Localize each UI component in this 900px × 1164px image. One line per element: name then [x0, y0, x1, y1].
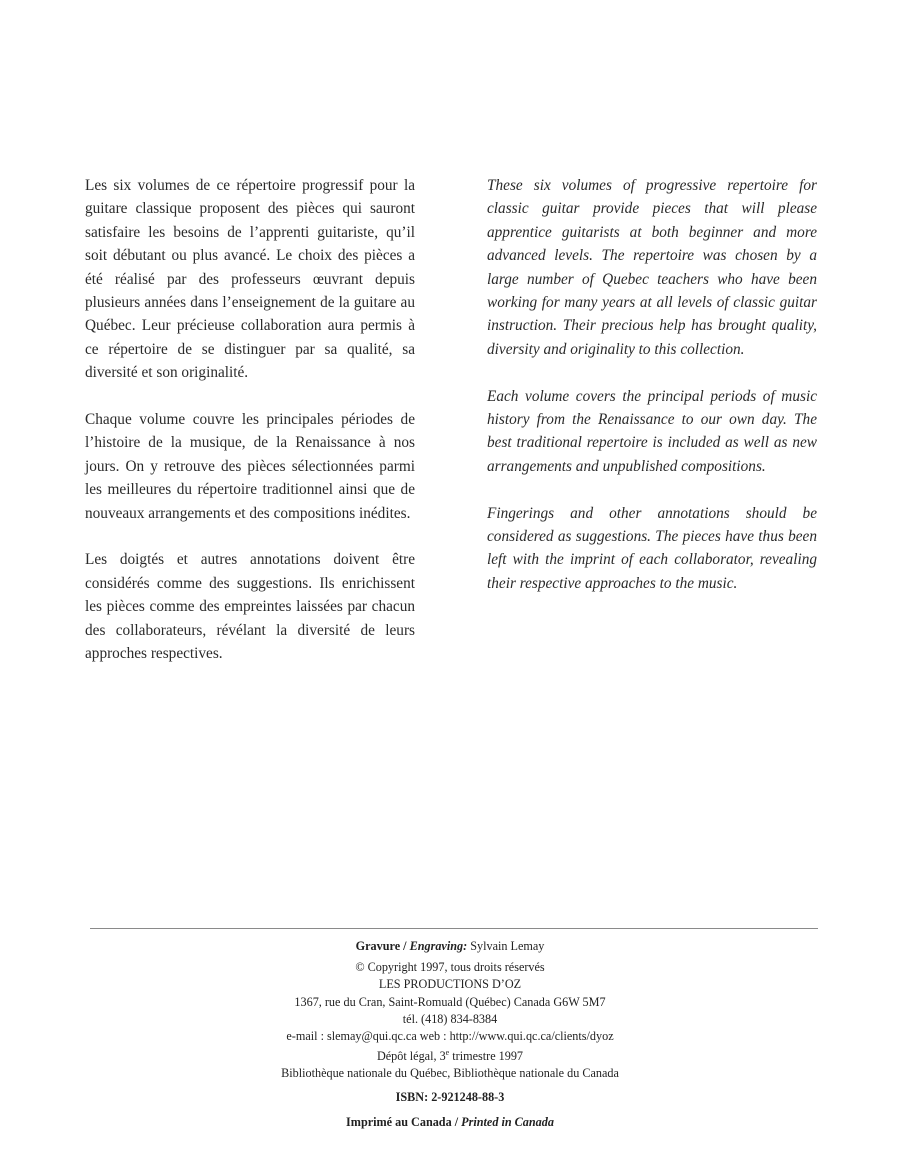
legal-deposit-pre: Dépôt légal, 3 [376, 1049, 446, 1064]
footer-divider [90, 928, 818, 929]
english-paragraph-3: Fingerings and other annotations should be considered as suggestions. The pieces have thus been left with the imprint of each collaborator, revealing their respective approaches to the music. [487, 504, 817, 592]
engraving-credit [0, 938, 900, 955]
engraving-label-fr: Gravure / [355, 939, 410, 953]
isbn [0, 1089, 900, 1106]
colophon [0, 938, 900, 1131]
english-paragraph-1: These six volumes of progressive repertoire for classic guitar provide pieces that will please apprentice guitarists at both beginner and more advanced levels. The repertoire was chosen by a large number of Quebec teachers who have been working for many years at all levels of classic guitar instruction. Their precious help has brought quality, diversity and originality to this collection. [487, 177, 817, 358]
publisher-name: LES PRODUCTIONS D’OZ [378, 977, 522, 992]
isbn-text: ISBN: 2-921248-88-3 [395, 1089, 505, 1104]
publisher-address: 1367, rue du Cran, Saint-Romuald (Québec) Canada G6W 5M7 [294, 994, 606, 1009]
printed-en: Printed in Canada [461, 1114, 554, 1129]
engraving-label-en: Engraving: [409, 939, 468, 953]
english-paragraph-2: Each volume covers the principal periods of music history from the Renaissance to our own day. The best traditional repertoire is included as well as new arrangements and unpublished compositions. [487, 387, 817, 475]
legal-deposit-post: trimestre 1997 [449, 1049, 524, 1064]
french-paragraph-2: Chaque volume couvre les principales périodes de l’histoire de la musique, de la Renaissance à nos jours. On y retrouve des pièces sélectionnées parmi les meilleures du répertoire traditionnel ainsi que de nouveaux arrangements et des compositions inédites. [85, 411, 415, 522]
french-text-column [85, 174, 415, 689]
legal-deposit-sup: e [445, 1048, 450, 1058]
publisher-email-web: e-mail : slemay@qui.qc.ca web : http://www.qui.qc.ca/clients/dyoz [286, 1029, 614, 1044]
publisher-phone: tél. (418) 834-8384 [402, 1011, 498, 1026]
legal-deposit [0, 1048, 900, 1065]
french-paragraph-1: Les six volumes de ce répertoire progressif pour la guitare classique proposent des pièces qui sauront satisfaire les besoins de l’apprenti guitariste, qu’il soit débutant ou plus avancé. Le choix des pièces a été réalisé par des professeurs œuvrant depuis plusieurs années dans l’enseignement de la guitare au Québec. Leur précieuse collaboration aura permis à ce répertoire de se distinguer par sa qualité, sa diversité et son originalité. [85, 177, 415, 382]
printed-in-canada [0, 1114, 900, 1131]
engraver-name: Sylvain Lemay [467, 939, 545, 953]
printed-fr: Imprimé au Canada / [346, 1114, 462, 1129]
english-text-column [487, 174, 817, 619]
french-paragraph-3: Les doigtés et autres annotations doivent être considérés comme des suggestions. Ils enrichissent les pièces comme des empreintes laissées par chacun des collaborateurs, révélant la diversité de leurs approches respectives. [85, 551, 415, 663]
national-libraries: Bibliothèque nationale du Québec, Bibliothèque nationale du Canada [281, 1066, 619, 1081]
copyright-line: © Copyright 1997, tous droits réservés [355, 960, 545, 975]
